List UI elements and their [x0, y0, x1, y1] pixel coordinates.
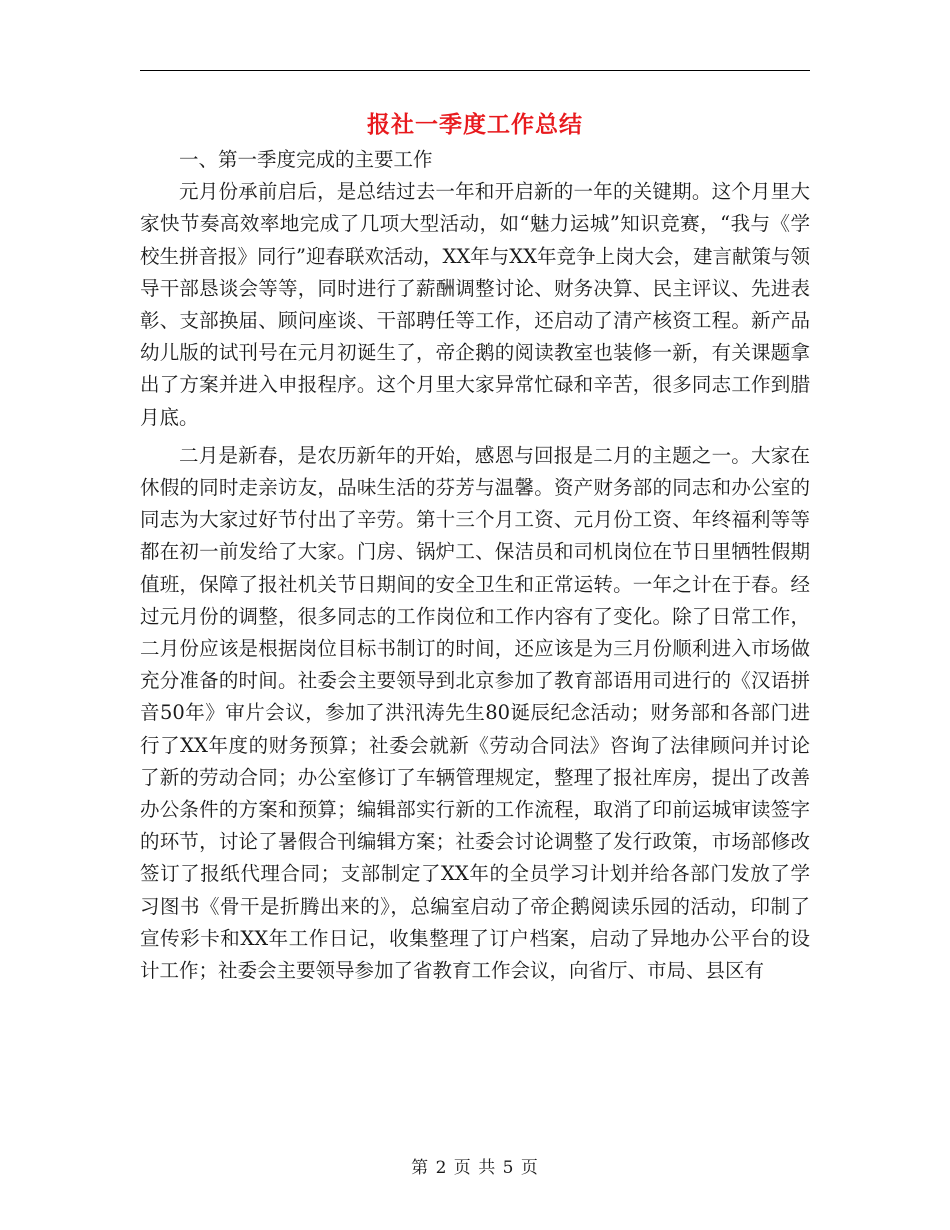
document-body	[140, 144, 810, 987]
page-number: 第 2 页 共 5 页	[411, 1158, 539, 1178]
paragraph-february: 二月是新春，是农历新年的开始，感恩与回报是二月的主题之一。大家在休假的同时走亲访友，品味生活的芬芳与温馨。资产财务部的同志和办公室的同志为大家过好节付出了辛劳。第十三个月工资、元月份工资、年终福利等等都在初一前发给了大家。门房、锅炉工、保洁员和司机岗位在节日里牺牲假期值班，保障了报社机关节日期间的安全卫生和正常运转。一年之计在于春。经过元月份的调整，很多同志的工作岗位和工作内容有了变化。除了日常工作，二月份应该是根据岗位目标书制订的时间，还应该是为三月份顺利进入市场做充分准备的时间。社委会主要领导到北京参加了教育部语用司进行的《汉语拼音50年》审片会议，参加了洪汛涛先生80诞辰纪念活动；财务部和各部门进行了XX年度的财务预算；社委会就新《劳动合同法》咨询了法律顾问并讨论了新的劳动合同；办公室修订了车辆管理规定，整理了报社库房，提出了改善办公条件的方案和预算；编辑部实行新的工作流程，取消了印前运城审读签字的环节，讨论了暑假合刊编辑方案；社委会讨论调整了发行政策，市场部修改签订了报纸代理合同；支部制定了XX年的全员学习计划并给各部门发放了学习图书《骨干是折腾出来的》，总编室启动了帝企鹅阅读乐园的活动，印制了宣传彩卡和XX年工作日记，收集整理了订户档案，启动了异地办公平台的设计工作；社委会主要领导参加了省教育工作会议，向省厅、市局、县区有	[140, 443, 810, 983]
section-heading: 一、第一季度完成的主要工作	[179, 148, 433, 171]
document-title: 报社一季度工作总结	[367, 111, 583, 138]
header-rule	[140, 70, 810, 71]
paragraph-january: 元月份承前启后，是总结过去一年和开启新的一年的关键期。这个月里大家快节奏高效率地完成了几项大型活动，如“魅力运城”知识竞赛，“我与《学校生拼音报》同行”迎春联欢活动，XX年与XX年竞争上岗大会，建言献策与领导干部恳谈会等等，同时进行了薪酬调整讨论、财务决算、民主评议、先进表彰、支部换届、顾问座谈、干部聘任等工作，还启动了清产核资工程。新产品幼儿版的试刊号在元月初诞生了，帝企鹅的阅读教室也装修一新，有关课题拿出了方案并进入申报程序。这个月里大家异常忙碌和辛苦，很多同志工作到腊月底。	[140, 180, 810, 429]
